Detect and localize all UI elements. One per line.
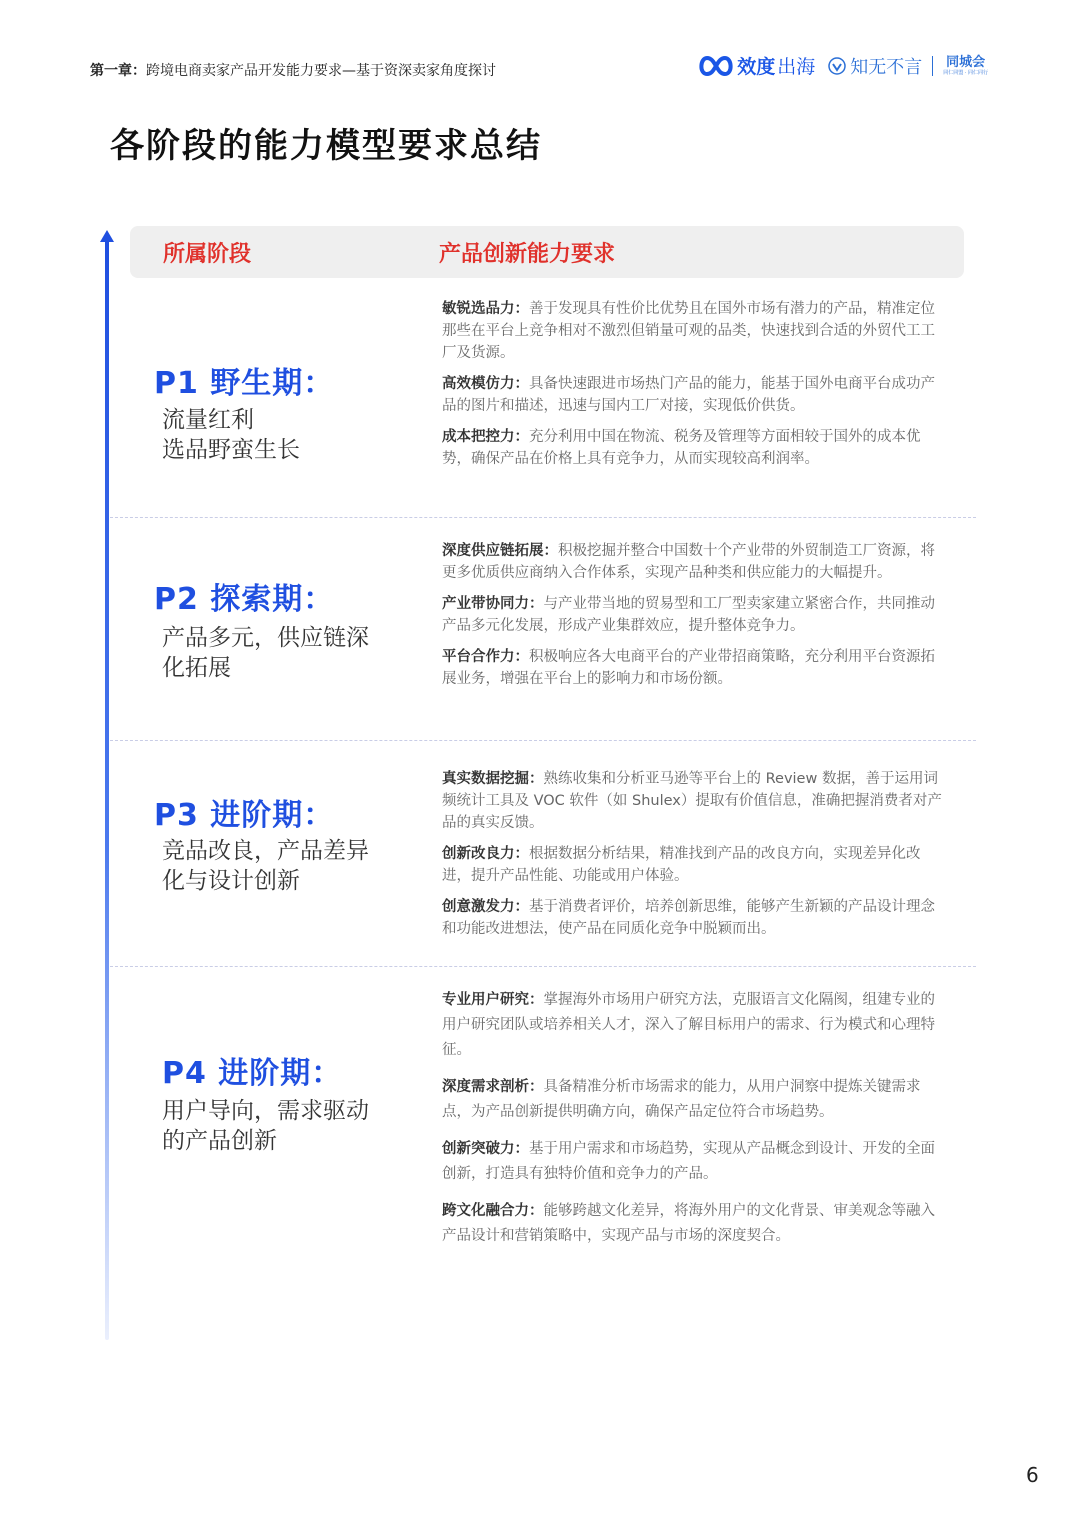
tongcheng-name: 同城会 — [946, 54, 986, 70]
requirement-item: 创意激发力：基于消费者评价，培养创新思维，能够产生新颖的产品设计理念和功能改进想法，使产品在同质化竞争中脱颖而出。 — [442, 899, 935, 937]
laurel-icon — [827, 56, 847, 76]
requirements-p3 — [442, 768, 942, 949]
page-number: 6 — [1026, 1463, 1039, 1487]
stage-title-p3: P3 进阶期： — [154, 798, 335, 833]
requirement-item: 创新突破力：基于用户需求和市场趋势，实现从产品概念到设计、开发的全面创新，打造具有独特价值和竞争力的产品。 — [442, 1141, 935, 1182]
stage-desc-line: 用户导向，需求驱动 — [162, 1098, 369, 1124]
tongcheng-logo — [943, 56, 988, 76]
section-divider — [110, 740, 976, 741]
page-title: 各阶段的能力模型要求总结 — [110, 126, 542, 166]
stage-desc-p1 — [162, 405, 300, 465]
zhiwu-name: 知无不言 — [850, 56, 923, 78]
stage-desc-line: 竞品改良，产品差异 — [162, 838, 369, 864]
adstar-brand: 效度 — [737, 56, 776, 78]
requirement-item: 敏锐选品力：善于发现具有性价比优势且在国外市场有潜力的产品，精准定位那些在平台上竞争相对不激烈但销量可观的品类，快速找到合适的外贸代工工厂及货源。 — [442, 301, 935, 361]
requirement-item: 跨文化融合力：能够跨越文化差异，将海外用户的文化背景、审美观念等融入产品设计和营销策略中，实现产品与市场的深度契合。 — [442, 1203, 935, 1244]
stage-desc-p3 — [162, 836, 369, 896]
requirement-item: 深度供应链拓展：积极挖掘并整合中国数十个产业带的外贸制造工厂资源，将更多优质供应商纳入合作体系，实现产品种类和供应能力的大幅提升。 — [442, 543, 935, 581]
requirements-p1 — [442, 298, 942, 479]
requirements-p4 — [442, 988, 937, 1261]
chapter-label: 第一章： — [90, 63, 146, 79]
stage-desc-line: 化拓展 — [162, 655, 231, 681]
chapter-header — [90, 60, 496, 80]
adstar-logo — [697, 52, 815, 79]
stage-title-p4: P4 进阶期： — [162, 1056, 343, 1091]
zhiwu-logo — [827, 53, 922, 79]
stage-desc-line: 化与设计创新 — [162, 868, 300, 894]
requirement-item: 专业用户研究：掌握海外市场用户研究方法，克服语言文化隔阂，组建专业的用户研究团队或培养相关人才，深入了解目标用户的需求、行为模式和心理特征。 — [442, 992, 935, 1058]
requirement-item: 创新改良力：根据数据分析结果，精准找到产品的改良方向，实现差异化改进，提升产品性能、功能或用户体验。 — [442, 846, 921, 884]
stage-desc-line: 选品野蛮生长 — [162, 437, 300, 463]
requirement-item: 产业带协同力：与产业带当地的贸易型和工厂型卖家建立紧密合作，共同推动产品多元化发展，形成产业集群效应，提升整体竞争力。 — [442, 596, 935, 634]
chapter-title: 跨境电商卖家产品开发能力要求—基于资深卖家角度探讨 — [146, 63, 496, 79]
partner-logos — [697, 52, 988, 79]
requirement-item: 平台合作力：积极响应各大电商平台的产业带招商策略，充分利用平台资源拓展业务，增强在平台上的影响力和市场份额。 — [442, 649, 935, 687]
requirement-item: 真实数据挖掘：熟练收集和分析亚马逊等平台上的 Review 数据，善于运用词频统计工具及 VOC 软件（如 Shulex）提取有价值信息，准确把握消费者对产品的真实反馈。 — [442, 771, 942, 831]
logo-separator — [932, 56, 933, 76]
requirement-item: 成本把控力：充分利用中国在物流、税务及管理等方面相较于国外的成本优势，确保产品在价格上具有竞争力，从而实现较高利润率。 — [442, 429, 921, 467]
stage-title-p2: P2 探索期： — [154, 582, 335, 617]
tongcheng-sub: 同仁同盟 · 同仁同行 — [943, 69, 988, 76]
section-divider — [110, 517, 976, 518]
stage-desc-line: 的产品创新 — [162, 1128, 277, 1154]
column-header-stage: 所属阶段 — [163, 242, 252, 267]
stage-desc-p4 — [162, 1096, 369, 1156]
section-divider — [110, 966, 976, 967]
arrow-up-icon — [100, 230, 114, 242]
stage-desc-line: 产品多元，供应链深 — [162, 625, 369, 651]
infinity-icon — [697, 54, 735, 78]
requirement-item: 深度需求剖析：具备精准分析市场需求的能力，从用户洞察中提炼关键需求点，为产品创新提供明确方向，确保产品定位符合市场趋势。 — [442, 1079, 921, 1120]
stage-desc-p2 — [162, 623, 369, 683]
stage-title-p1: P1 野生期： — [154, 366, 335, 401]
progress-axis — [105, 240, 109, 1340]
requirements-p2 — [442, 540, 942, 699]
requirement-item: 高效模仿力：具备快速跟进市场热门产品的能力，能基于国外电商平台成功产品的图片和描述，迅速与国内工厂对接，实现低价供货。 — [442, 376, 935, 414]
adstar-suffix: 出海 — [777, 56, 816, 78]
stage-desc-line: 流量红利 — [162, 407, 254, 433]
table-header — [130, 226, 964, 278]
column-header-requirement: 产品创新能力要求 — [439, 242, 616, 267]
